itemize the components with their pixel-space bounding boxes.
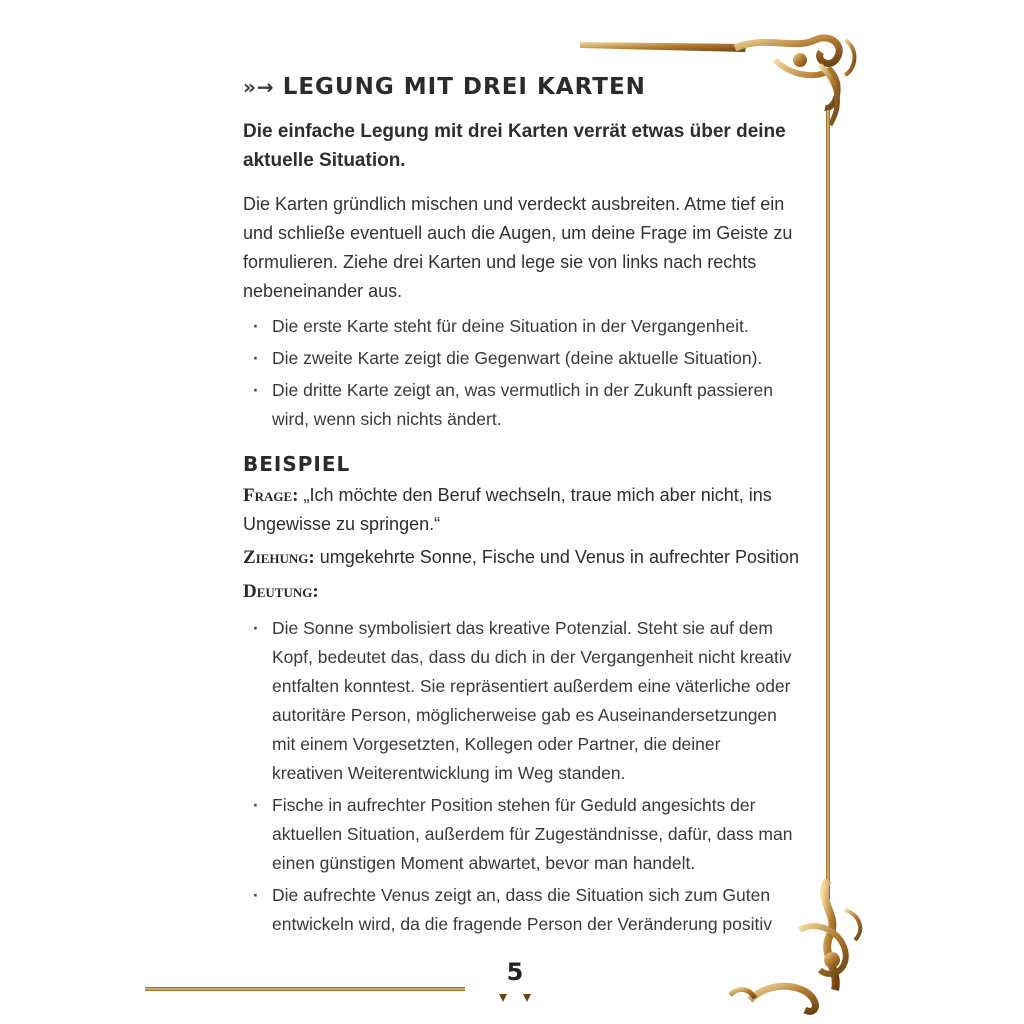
intro-paragraph: Die Karten gründlich mischen und verdeckt ausbreiten. Atme tief ein und schließe eventuell auch die Augen, um deine Frage im Geiste zu formulieren. Ziehe drei Karten und lege sie von links nach rechts nebeneinander aus.	[243, 194, 793, 301]
border-line-vertical	[826, 110, 830, 900]
draw-label: Ziehung:	[243, 547, 315, 568]
lead-paragraph: Die einfache Legung mit drei Karten verrät etwas über deine aktuelle Situation.	[243, 121, 786, 171]
question-text: „Ich möchte den Beruf wechseln, traue mich aber nicht, ins Ungewisse zu springen.“	[243, 485, 772, 534]
example-question	[243, 481, 803, 539]
example-interpretation	[243, 577, 803, 606]
list-item: · Die dritte Karte zeigt an, was vermutlich in der Zukunft passieren wird, wenn sich nichts ändert.	[253, 376, 793, 434]
card-positions-list	[253, 312, 793, 437]
list-item: · Die erste Karte steht für deine Situation in der Vergangenheit.	[253, 312, 793, 341]
arrow-icon: »→	[243, 75, 275, 99]
list-item: · Fische in aufrechter Position stehen für Geduld angesichts der aktuellen Situation, außerdem für Zugeständnisse, dafür, dass man einen günstigen Moment abwartet, bevor man handelt.	[253, 791, 793, 878]
draw-text: umgekehrte Sonne, Fische und Venus in aufrechter Position	[314, 547, 800, 567]
list-item: · Die zweite Karte zeigt die Gegenwart (deine aktuelle Situation).	[253, 344, 793, 373]
page-number-ornament-icon	[497, 993, 533, 1003]
border-line-horizontal	[145, 987, 465, 991]
list-item: · Die Sonne symbolisiert das kreative Potenzial. Steht sie auf dem Kopf, bedeutet das, dass du dich in der Vergangenheit nicht kreativ entfalten konntest. Sie repräsentiert außerdem eine väterliche oder autoritäre Person, möglicherweise gab es Auseinandersetzungen mit einem Vorgesetzten, Kollegen oder Partner, die deiner kreativen Weiterentwicklung im Weg standen.	[253, 614, 793, 788]
list-item: · Die aufrechte Venus zeigt an, dass die Situation sich zum Guten entwickeln wird, da die fragende Person der Veränderung positiv	[253, 881, 793, 939]
example-draw	[243, 543, 803, 572]
section-title: LEGUNG MIT DREI KARTEN	[282, 74, 646, 100]
example-heading: BEISPIEL	[243, 452, 351, 476]
section-heading	[243, 74, 646, 100]
page-number: 5	[506, 958, 524, 986]
interpretation-list	[253, 614, 793, 942]
question-label: Frage:	[243, 485, 299, 506]
interpretation-label: Deutung:	[243, 581, 319, 602]
